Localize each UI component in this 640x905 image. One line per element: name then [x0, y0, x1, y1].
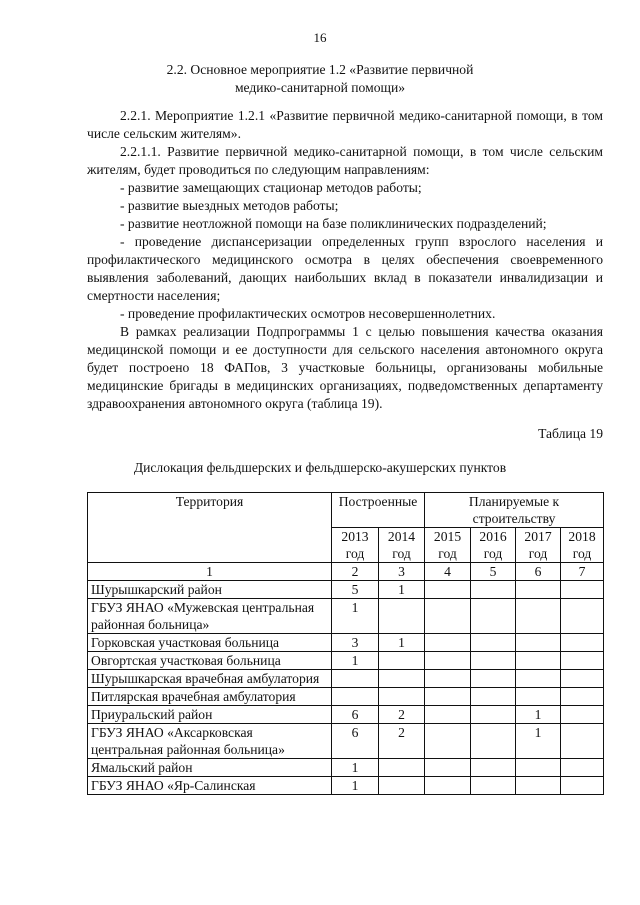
- value-cell: [379, 759, 425, 777]
- table-title: Дислокация фельдшерских и фельдшерско-акушерских пунктов: [133, 460, 507, 475]
- value-cell: [516, 688, 561, 706]
- header-planned: Планируемые к строительству: [425, 493, 604, 528]
- value-cell: [471, 706, 516, 724]
- header-built: Построенные: [332, 493, 425, 528]
- header-year: 2016 год: [471, 528, 516, 563]
- value-cell: [516, 777, 561, 795]
- header-year: 2014 год: [379, 528, 425, 563]
- value-cell: [471, 777, 516, 795]
- table-row: [88, 599, 604, 634]
- value-cell: [425, 688, 471, 706]
- value-cell: [471, 670, 516, 688]
- paragraph-measure-title: 2.2.1. Мероприятие 1.2.1 «Развитие первичной медико-санитарной помощи, в том числе сельским жителям».: [87, 108, 603, 141]
- territory-cell: Шурышкарская врачебная амбулатория: [88, 670, 332, 688]
- value-cell: [379, 670, 425, 688]
- value-cell: [379, 599, 425, 634]
- bullet-item: - развитие неотложной помощи на базе поликлинических подразделений;: [120, 216, 547, 231]
- value-cell: 6: [332, 724, 379, 759]
- territory-cell: Приуральский район: [88, 706, 332, 724]
- section-heading-line1: 2.2. Основное мероприятие 1.2 «Развитие первичной: [166, 62, 474, 77]
- value-cell: [561, 670, 604, 688]
- value-cell: [379, 777, 425, 795]
- value-cell: [332, 688, 379, 706]
- header-year: 2018 год: [561, 528, 604, 563]
- value-cell: [425, 652, 471, 670]
- value-cell: 1: [516, 724, 561, 759]
- value-cell: [561, 581, 604, 599]
- value-cell: [332, 670, 379, 688]
- section-heading-line2: медико-санитарной помощи»: [234, 80, 406, 95]
- table-row: [88, 670, 604, 688]
- value-cell: 3: [332, 634, 379, 652]
- value-cell: 1: [379, 634, 425, 652]
- section-heading: [0, 61, 640, 97]
- table-row: [88, 634, 604, 652]
- territory-cell: Шурышкарский район: [88, 581, 332, 599]
- body-text: [87, 107, 603, 413]
- value-cell: 2: [379, 706, 425, 724]
- value-cell: [425, 777, 471, 795]
- value-cell: [561, 634, 604, 652]
- value-cell: [471, 599, 516, 634]
- value-cell: 1: [332, 599, 379, 634]
- column-number: 7: [561, 563, 604, 581]
- table-row: [88, 706, 604, 724]
- header-year: 2013 год: [332, 528, 379, 563]
- value-cell: [379, 688, 425, 706]
- table-row: [88, 724, 604, 759]
- value-cell: [516, 581, 561, 599]
- value-cell: [561, 688, 604, 706]
- value-cell: [561, 724, 604, 759]
- column-number-row: [88, 563, 604, 581]
- value-cell: [516, 599, 561, 634]
- table-row: [88, 688, 604, 706]
- column-number: 1: [88, 563, 332, 581]
- territory-cell: Питлярская врачебная амбулатория: [88, 688, 332, 706]
- value-cell: [561, 652, 604, 670]
- value-cell: [471, 581, 516, 599]
- territory-cell: Ямальский район: [88, 759, 332, 777]
- header-territory: Территория: [88, 493, 332, 563]
- column-number: 6: [516, 563, 561, 581]
- header-year: 2015 год: [425, 528, 471, 563]
- value-cell: 1: [332, 759, 379, 777]
- value-cell: [471, 759, 516, 777]
- territory-cell: Овгортская участковая больница: [88, 652, 332, 670]
- value-cell: [471, 634, 516, 652]
- value-cell: 6: [332, 706, 379, 724]
- paragraph-directions-intro: 2.2.1.1. Развитие первичной медико-санитарной помощи, в том числе сельским жителям, будет проводиться по следующим направлениям:: [87, 144, 603, 177]
- value-cell: [425, 581, 471, 599]
- territory-cell: ГБУЗ ЯНАО «Аксарковская центральная районная больница»: [88, 724, 332, 759]
- value-cell: [516, 634, 561, 652]
- value-cell: 2: [379, 724, 425, 759]
- paragraph-subprogram: В рамках реализации Подпрограммы 1 с целью повышения качества оказания медицинской помощи и ее доступности для сельского населения автономного округа будет построено 18 ФАПов, 3 участковые больницы, организованы мобильные медицинские бригады в медицинских организациях, подведомственных департаменту здравоохранения автономного округа (таблица 19).: [87, 324, 603, 411]
- value-cell: 1: [332, 652, 379, 670]
- table-caption: Таблица 19: [538, 426, 603, 441]
- value-cell: [516, 759, 561, 777]
- bullet-item: - развитие выездных методов работы;: [120, 198, 339, 213]
- page-number: 16: [313, 30, 327, 45]
- value-cell: [471, 688, 516, 706]
- dislocation-table: [87, 492, 604, 795]
- value-cell: 1: [332, 777, 379, 795]
- value-cell: 5: [332, 581, 379, 599]
- bullet-item: - проведение диспансеризации определенных групп взрослого населения и профилактического медицинского осмотра в целях обеспечения своевременного выявления заболеваний, дающих наибольших вклад в показатели инвалидизации и смертности населения;: [87, 234, 603, 303]
- value-cell: [516, 670, 561, 688]
- value-cell: [561, 777, 604, 795]
- territory-cell: Горковская участковая больница: [88, 634, 332, 652]
- bullet-item: - развитие замещающих стационар методов работы;: [120, 180, 422, 195]
- value-cell: [425, 634, 471, 652]
- value-cell: [471, 724, 516, 759]
- territory-cell: ГБУЗ ЯНАО «Яр-Салинская: [88, 777, 332, 795]
- value-cell: [425, 599, 471, 634]
- column-number: 5: [471, 563, 516, 581]
- territory-cell: ГБУЗ ЯНАО «Мужевская центральная районная больница»: [88, 599, 332, 634]
- column-number: 4: [425, 563, 471, 581]
- value-cell: [561, 706, 604, 724]
- value-cell: [561, 599, 604, 634]
- table-row: [88, 652, 604, 670]
- value-cell: 1: [516, 706, 561, 724]
- value-cell: [425, 706, 471, 724]
- value-cell: [425, 724, 471, 759]
- column-number: 2: [332, 563, 379, 581]
- value-cell: [379, 652, 425, 670]
- value-cell: [561, 759, 604, 777]
- table-row: [88, 777, 604, 795]
- value-cell: 1: [379, 581, 425, 599]
- value-cell: [471, 652, 516, 670]
- value-cell: [425, 670, 471, 688]
- table-row: [88, 581, 604, 599]
- value-cell: [516, 652, 561, 670]
- value-cell: [425, 759, 471, 777]
- header-year: 2017 год: [516, 528, 561, 563]
- column-number: 3: [379, 563, 425, 581]
- bullet-item: - проведение профилактических осмотров несовершеннолетних.: [120, 306, 496, 321]
- table-row: [88, 759, 604, 777]
